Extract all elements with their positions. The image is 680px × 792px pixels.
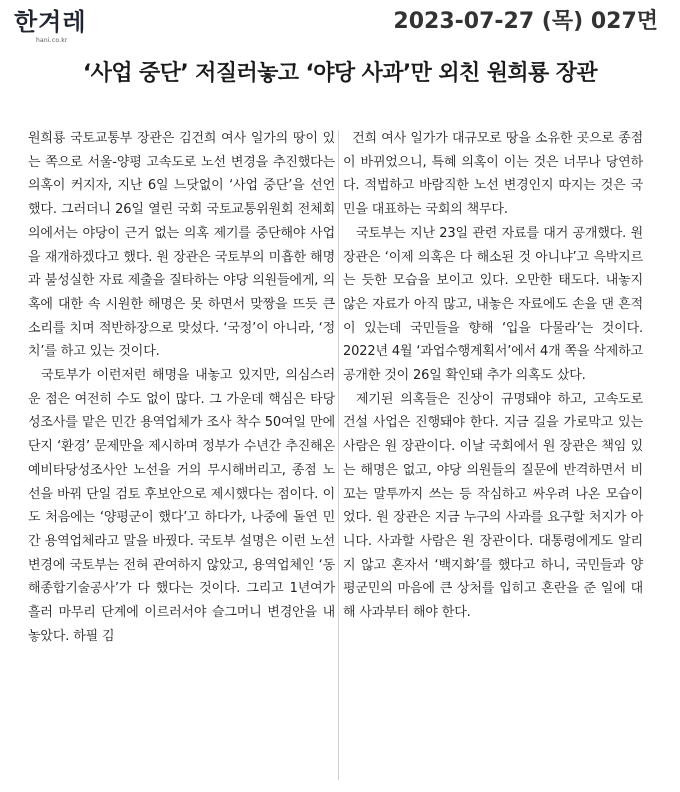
logo-text: 한겨레 [14,8,87,36]
logo-url: hani.co.kr [36,37,68,44]
article-headline: ‘사업 중단’ 저질러놓고 ‘야당 사과’만 외친 원희룡 장관 [82,61,598,86]
article-column-right [343,127,643,625]
paragraph: 건희 여사 일가가 대규모로 땅을 소유한 곳으로 종점이 바뀌었으니, 특혜 의혹이 이는 것은 너무나 당연하다. 적법하고 바람직한 노선 변경인지 따지는 것은 국민을 대표하는 국회의 책무다. [343,131,643,218]
issue-date-page: 2023-07-27 (목) 027면 [393,9,658,34]
column-divider [338,130,339,780]
paragraph: 국토부는 지난 23일 관련 자료를 대거 공개했다. 원 장관은 ‘이제 의혹은 다 해소된 것 아니냐’고 윽박지르는 듯한 모습을 보이고 있다. 오만한 태도다. 내놓지 않은 자료가 아직 많고, 내놓은 자료에도 손을 댄 흔적이 있는데 국민들을 향해 ‘입을 다물라’는 것이다. 2022년 4월 ‘과업수행계획서’에서 4개 쪽을 삭제하고 공개한 것이 26일 확인돼 추가 의혹도 샀다. [343,225,643,384]
paragraph: 원희룡 국토교통부 장관은 김건희 여사 일가의 땅이 있는 쪽으로 서울-양평 고속도로 노선 변경을 추진했다는 의혹이 커지자, 지난 6일 느닷없이 ‘사업 중단’을 선언했다. 그러더니 26일 열린 국회 국토교통위원회 전체회의에서는 야당이 근거 없는 의혹 제기를 중단해야 사업을 재개하겠다고 했다. 원 장관은 국토부의 미흡한 해명과 불성실한 자료 제출을 질타하는 야당 의원들에게, 의혹에 대한 속 시원한 해명은 못 하면서 맞짱을 뜨듯 큰소리를 치며 적반하장으로 맞섰다. ‘국정’이 아니라, ‘정치’를 하고 있는 것이다. [28,131,335,360]
article-column-left [28,127,335,648]
paragraph: 국토부가 이런저런 해명을 내놓고 있지만, 의심스러운 점은 여전히 수도 없이 많다. 그 가운데 핵심은 타당성조사를 맡은 민간 용역업체가 조사 착수 50여일 만에 단지 ‘환경’ 문제만을 제시하며 정부가 수년간 추진해온 예비타당성조사안 노선을 거의 무시해버리고, 종점 노선을 바꿔 단일 검토 후보안으로 제시했다는 점이다. 이도 처음에는 ‘양평군이 했다’고 하다가, 나중에 돌연 민간 용역업체라고 말을 바꿨다. 국토부 설명은 이런 노선변경에 국토부는 전혀 관여하지 않았고, 용역업체인 ‘동해종합기술공사’가 다 했다는 것이다. 그리고 1년여가 흘러 마무리 단계에 이르러서야 슬그머니 변경안을 내놓았다. 하필 김 [28,368,335,644]
newspaper-logo[interactable] [14,8,124,48]
paragraph: 제기된 의혹들은 진상이 규명돼야 하고, 고속도로 건설 사업은 진행돼야 한다. 지금 길을 가로막고 있는 사람은 원 장관이다. 이날 국회에서 원 장관은 책임 있는 해명은 없고, 야당 의원들의 질문에 반격하면서 비꼬는 말투까지 쓰는 등 작심하고 싸우려 나온 모습이었다. 원 장관은 지금 누구의 사과를 요구할 처지가 아니다. 사과할 사람은 원 장관이다. 대통령에게도 알리지 않고 혼자서 ‘백지화’를 했다고 하니, 국민들과 양평군민의 마음에 큰 상처를 입히고 혼란을 준 일에 대해 사과부터 해야 한다. [343,391,643,621]
masthead [0,0,680,50]
